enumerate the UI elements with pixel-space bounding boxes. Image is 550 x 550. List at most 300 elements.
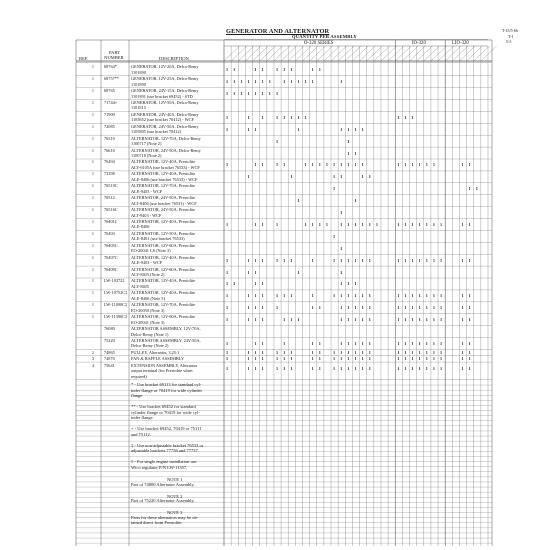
row-part-number: 68764*	[104, 64, 117, 70]
note-text-line: Part of 75220 Alternator Assembly.	[131, 498, 195, 504]
model-header-diagonal	[352, 46, 368, 61]
quantity-mark: 1	[283, 67, 286, 73]
quantity-mark: 1	[261, 162, 264, 168]
quantity-mark: 1	[347, 257, 350, 263]
quantity-mark: 1	[461, 305, 464, 311]
row-description-line: EO-20050 (Note 3)	[131, 307, 165, 313]
quantity-mark: 1	[404, 114, 407, 120]
column-header-description: DESCRIPTION	[159, 56, 189, 61]
quantity-mark: 1	[397, 356, 400, 362]
quantity-mark: 1	[225, 281, 229, 287]
row-ref-number: 1	[91, 314, 94, 320]
quantity-mark: 1	[311, 67, 314, 73]
quantity-mark: 1	[247, 79, 250, 85]
quantity-mark: 1	[418, 257, 421, 263]
row-ref-number: 2	[91, 349, 94, 355]
quantity-mark: 1	[318, 67, 321, 73]
quantity-mark: 1	[254, 281, 257, 287]
row-part-number: 76512	[104, 195, 115, 201]
column-header-ref: REF.	[79, 56, 89, 61]
row-description-line: Delco-Remy (Note 1)	[131, 331, 169, 337]
row-description-line: ALTERNATOR, 12V-40A, Prestolite	[131, 171, 196, 177]
quantity-mark: 1	[347, 138, 350, 144]
quantity-mark: 1	[311, 257, 314, 263]
quantity-mark: 1	[347, 349, 350, 355]
quantity-mark: 1	[233, 91, 236, 97]
quantity-mark: 1	[361, 174, 364, 180]
quantity-mark: 1	[290, 174, 293, 180]
quantity-mark: 1	[261, 365, 264, 371]
quantity-mark: 1	[290, 257, 293, 263]
row-description-line: PULLEY, Alternator, 3.25:1	[131, 349, 180, 355]
quantity-mark: 1	[468, 317, 471, 323]
quantity-mark: 1	[283, 293, 286, 299]
model-header-diagonal	[238, 46, 254, 61]
quantity-mark: 1	[361, 365, 364, 371]
model-header-diagonal	[310, 46, 326, 61]
quantity-mark: 1	[254, 349, 257, 355]
quantity-mark: 1	[404, 356, 407, 362]
quantity-mark: 1	[254, 67, 257, 73]
quantity-mark: 1	[368, 365, 371, 371]
quantity-mark: 1	[340, 245, 343, 251]
quantity-mark: 1	[318, 221, 321, 227]
quantity-mark: 1	[432, 340, 435, 346]
row-part-number: 76409C	[104, 266, 118, 272]
quantity-mark: 1	[411, 114, 414, 120]
quantity-mark: 1	[254, 269, 257, 275]
model-header-diagonal	[338, 46, 354, 61]
quantity-mark: 1	[418, 356, 421, 362]
row-description-line: ALTERNATOR, 12V-60A, Prestolite	[131, 314, 196, 320]
row-part-number: 76080	[104, 326, 115, 331]
quantity-mark: 1	[347, 365, 350, 371]
quantity-mark: 1	[340, 174, 343, 180]
quantity-mark: 1	[275, 221, 279, 227]
model-header-diagonal	[360, 46, 376, 61]
quantity-mark: 1	[333, 174, 336, 180]
quantity-mark: 1	[418, 293, 421, 299]
quantity-mark: 1	[261, 305, 264, 311]
row-part-number: 74865	[104, 349, 115, 355]
quantity-mark: 1	[318, 305, 321, 311]
quantity-mark: 1	[475, 186, 478, 192]
quantity-mark: 1	[440, 293, 443, 299]
quantity-mark: 1	[425, 305, 428, 311]
quantity-mark: 1	[340, 349, 343, 355]
quantity-mark: 1	[333, 257, 336, 263]
row-description-line: 1101815	[131, 105, 146, 111]
quantity-mark: 1	[283, 340, 286, 346]
quantity-mark: 1	[461, 356, 464, 362]
quantity-mark: 1	[247, 257, 250, 263]
row-part-number: 75641	[104, 362, 115, 368]
row-description-line: ALT-9403 - WCF	[131, 212, 162, 218]
quantity-mark: 1	[397, 317, 400, 323]
quantity-mark: 1	[404, 162, 407, 168]
model-header-diagonal	[388, 46, 404, 61]
quantity-mark: 1	[397, 162, 400, 168]
quantity-mark: 1	[225, 293, 229, 299]
quantity-mark: 1	[368, 174, 371, 180]
quantity-mark: 1	[340, 221, 343, 227]
quantity-mark: 1	[283, 365, 286, 371]
quantity-mark: 1	[425, 257, 428, 263]
quantity-mark: 1	[261, 356, 264, 362]
quantity-mark: 1	[261, 91, 264, 97]
quantity-mark: 1	[354, 150, 357, 156]
row-description-line: GENERATOR, 12V-50A, Delco-Remy	[131, 99, 199, 105]
model-header-diagonal	[474, 46, 490, 61]
model-header-diagonal	[281, 46, 297, 61]
quantity-mark: 1	[347, 305, 350, 311]
quantity-mark: 1	[283, 356, 286, 362]
quantity-mark: 1	[233, 67, 236, 73]
footnote-line: * - Use bracket 69113 for standard cyl-	[131, 381, 202, 387]
row-description-line: ALT-8406 (use bracket 76533) - WCF	[131, 200, 197, 206]
model-header-diagonal	[224, 46, 240, 61]
row-ref-number: 1	[91, 147, 94, 153]
quantity-mark: 1	[354, 126, 357, 132]
quantity-mark: 1	[340, 126, 343, 132]
quantity-mark: 1	[440, 257, 443, 263]
model-header-diagonal	[295, 46, 311, 61]
quantity-mark: 1	[254, 317, 257, 323]
quantity-mark: 1	[354, 340, 357, 346]
row-description-line: ALTERNATOR, 12V-40A, Prestolite	[131, 290, 196, 296]
quantity-mark: 1	[425, 221, 428, 227]
quantity-mark: 1	[361, 257, 364, 263]
row-ref-number: 1	[91, 76, 94, 82]
model-header-diagonal	[467, 46, 483, 61]
quantity-mark: 1	[404, 340, 407, 346]
quantity-mark: 1	[311, 79, 314, 85]
quantity-mark: 1	[340, 79, 343, 85]
model-header-diagonal	[324, 46, 340, 61]
quantity-mark: 1	[261, 221, 264, 227]
row-part-number: 76610	[104, 147, 115, 153]
quantity-mark: 1	[225, 67, 229, 73]
quantity-mark: 1	[411, 356, 414, 362]
row-part-number: 68757**	[104, 76, 120, 82]
quantity-mark: 1	[311, 293, 314, 299]
quantity-mark: 1	[304, 79, 307, 85]
quantity-mark: 1	[397, 221, 400, 227]
quantity-mark: 1	[411, 349, 414, 355]
quantity-mark: 1	[333, 365, 336, 371]
quantity-mark: 1	[461, 221, 464, 227]
model-header-diagonal	[260, 46, 276, 61]
quantity-mark: 1	[404, 257, 407, 263]
quantity-mark: 1	[340, 356, 343, 362]
quantity-mark: 1	[432, 349, 435, 355]
quantity-mark: 1	[333, 349, 336, 355]
note-title: NOTE 2	[167, 493, 183, 499]
quantity-mark: 1	[347, 293, 350, 299]
quantity-mark: 1	[418, 349, 421, 355]
quantity-mark: 1	[290, 79, 293, 85]
quantity-mark: 1	[397, 340, 400, 346]
quantity-mark: 1	[254, 365, 257, 371]
quantity-mark: 1	[347, 150, 350, 156]
row-part-number: 72085	[104, 123, 115, 129]
quantity-mark: 1	[361, 340, 364, 346]
row-part-number: 74870	[104, 356, 115, 362]
quantity-mark: 1	[404, 365, 407, 371]
quantity-mark: 1	[275, 356, 279, 362]
row-description-line: GENERATOR, 24V-50A, Delco-Remy	[131, 123, 199, 129]
quantity-mark: 1	[247, 91, 250, 97]
quantity-mark: 1	[354, 162, 357, 168]
row-description-line: ALE-9403 - WCF	[131, 260, 163, 266]
row-ref-number: 1	[91, 159, 94, 165]
page-number: 5-3	[506, 39, 512, 44]
quantity-mark: 1	[425, 340, 428, 346]
quantity-mark: 1	[418, 162, 421, 168]
quantity-mark: 1	[461, 349, 464, 355]
model-header-diagonal	[431, 46, 447, 61]
row-description-line: ALTERNATOR, 12V-60A, Prestolite	[131, 266, 196, 272]
row-description-line: ALTERNATOR, 12V-60A, Prestolite	[131, 242, 196, 248]
quantity-mark: 1	[247, 269, 250, 275]
quantity-mark: 1	[254, 356, 257, 362]
quantity-mark: 1	[461, 365, 464, 371]
row-part-number: 76405C	[104, 242, 118, 248]
footnote-line: ** - Use bracket 69452 for standard	[131, 404, 196, 410]
quantity-mark: 1	[333, 162, 336, 168]
row-ref-number: 1	[91, 207, 94, 212]
note-text-line: Part of 74800 Alternator Assembly.	[131, 481, 195, 487]
quantity-mark: 1	[425, 317, 428, 323]
quantity-mark: 1	[318, 365, 321, 371]
quantity-mark: 1	[225, 305, 229, 311]
row-description-line: ALTERNATOR, 12V-70A, Delco-Remy	[131, 135, 201, 141]
quantity-mark: 1	[368, 293, 371, 299]
quantity-mark: 1	[468, 340, 471, 346]
quantity-mark: 1	[261, 293, 264, 299]
row-part-number: LW-10372‡	[104, 278, 125, 284]
quantity-mark: 1	[275, 305, 279, 311]
quantity-mark: 1	[461, 257, 464, 263]
row-description-line: FAN & BAFFLE ASSEMBLY	[131, 356, 185, 362]
quantity-mark: 1	[254, 257, 257, 263]
quantity-mark: 1	[432, 317, 435, 323]
quantity-mark: 1	[283, 114, 286, 120]
quantity-mark: 1	[261, 114, 264, 120]
row-ref-number: 1	[91, 64, 94, 70]
quantity-mark: 1	[225, 126, 229, 132]
note-title: NOTE 1	[167, 477, 183, 483]
model-header-diagonal	[424, 46, 440, 61]
quantity-mark: 1	[225, 221, 229, 227]
row-description-line: GENERATOR, 12V-20A, Delco-Remy	[131, 64, 199, 70]
quantity-mark: 1	[404, 293, 407, 299]
quantity-mark: 1	[340, 293, 343, 299]
model-header-diagonal	[317, 46, 333, 61]
quantity-mark: 1	[361, 356, 364, 362]
footnote-line: ¢ - For single engine installation use	[131, 459, 197, 465]
row-description-line: ALTERNATOR, 24V-50A, Prestolite	[131, 195, 196, 201]
row-ref-number: 1	[91, 195, 94, 201]
quantity-mark: 1	[340, 162, 343, 168]
quantity-mark: 1	[368, 340, 371, 346]
quantity-mark: 1	[254, 305, 257, 311]
row-description-line: ALTERNATOR, 12V-40A, Prestolite	[131, 159, 196, 165]
page-title: GENERATOR AND ALTERNATOR	[226, 28, 330, 35]
quantity-mark: 1	[261, 317, 264, 323]
model-header-diagonal	[331, 46, 347, 61]
quantity-mark: 1	[404, 317, 407, 323]
quantity-mark: 1	[311, 356, 314, 362]
quantity-mark: 1	[283, 79, 286, 85]
quantity-mark: 1	[425, 162, 428, 168]
quantity-mark: 1	[361, 293, 364, 299]
quantity-per-assembly-label: QUANTITY PER ASSEMBLY	[292, 33, 357, 39]
quantity-mark: 1	[347, 356, 350, 362]
quantity-mark: 1	[254, 91, 257, 97]
quantity-mark: 1	[432, 162, 435, 168]
quantity-mark: 1	[425, 293, 428, 299]
row-description-line: 1101890	[131, 81, 146, 87]
quantity-mark: 1	[432, 365, 435, 371]
quantity-mark: 1	[225, 257, 229, 263]
quantity-mark: 1	[347, 281, 350, 287]
quantity-mark: 1	[318, 349, 321, 355]
quantity-mark: 1	[275, 114, 279, 120]
row-ref-number: 1	[91, 254, 94, 260]
quantity-mark: 1	[368, 317, 371, 323]
footnote-line: flange.	[131, 393, 144, 399]
model-header-diagonal	[367, 46, 383, 61]
quantity-mark: 1	[261, 349, 264, 355]
series-lio320-label: LIO-320	[452, 40, 469, 46]
row-description-line: ALTERNATOR, 12V-70A, Prestolite	[131, 302, 196, 308]
quantity-mark: 1	[425, 356, 428, 362]
quantity-mark: 1	[354, 305, 357, 311]
row-description-line: 1100717 (Note 2)	[131, 141, 162, 147]
note-text-line: tained direct from Prestolite.	[131, 520, 183, 526]
quantity-mark: 1	[254, 340, 257, 346]
quantity-mark: 1	[440, 349, 443, 355]
row-part-number: 68765	[104, 88, 115, 93]
quantity-mark: 1	[297, 269, 300, 275]
quantity-mark: 1	[397, 114, 400, 120]
quantity-mark: 1	[290, 356, 293, 362]
row-ref-number: 1	[91, 183, 94, 189]
quantity-mark: 1	[283, 257, 286, 263]
quantity-mark: 1	[275, 365, 279, 371]
footnote-line: + - Use bracket 69452, 70419 or 75111	[131, 426, 202, 432]
row-description-line: ALTERNATOR, 24V-50A, Delco-Remy	[131, 147, 201, 153]
row-description-line: ALTERNATOR, 24V-50A, Prestolite	[131, 207, 196, 212]
footnote-line: inder flange.	[131, 415, 154, 421]
row-description-line: 1101891 (use bracket 69452) - STD	[131, 93, 193, 99]
row-description-line: ALTERNATOR, 12V-40A, Prestolite	[131, 218, 196, 224]
quantity-mark: 1	[440, 356, 443, 362]
quantity-mark: 1	[354, 281, 357, 287]
footnote-line: ‡ - Use non-adjustable bracket 76533 or	[131, 442, 204, 448]
quantity-mark: 1	[468, 365, 471, 371]
quantity-mark: 1	[325, 162, 328, 168]
quantity-mark: 1	[411, 340, 414, 346]
row-description-line: ALTERNATOR ASSEMBLY, 12V-70A,	[131, 326, 201, 331]
quantity-mark: 1	[333, 186, 336, 192]
quantity-mark: 1	[404, 221, 407, 227]
row-description-line: ALE-8406 (use bracket 76533) - WCF	[131, 176, 198, 182]
row-part-number: 76407C	[104, 254, 118, 260]
quantity-mark: 1	[340, 340, 343, 346]
quantity-mark: 1	[411, 293, 414, 299]
quantity-mark: 1	[397, 349, 400, 355]
quantity-mark: 1	[411, 221, 414, 227]
quantity-mark: 1	[261, 281, 264, 287]
quantity-mark: 1	[297, 198, 300, 204]
quantity-mark: 1	[397, 257, 400, 263]
quantity-mark: 1	[354, 365, 357, 371]
quantity-mark: 1	[361, 162, 364, 168]
row-part-number: 76516C	[104, 207, 118, 212]
row-description-line: EXTENSION ASSEMBLY, Alternator	[131, 362, 198, 368]
row-description-line: GENERATOR, 24V-15A, Delco-Remy	[131, 88, 199, 93]
quantity-mark: 1	[432, 356, 435, 362]
quantity-mark: 1	[225, 356, 229, 362]
quantity-mark: 1	[432, 257, 435, 263]
page-revision: T-15/5-66	[502, 28, 518, 33]
model-header-diagonal	[402, 46, 418, 61]
quantity-mark: 1	[361, 349, 364, 355]
quantity-mark: 1	[468, 356, 471, 362]
quantity-mark: 1	[275, 257, 279, 263]
quantity-mark: 1	[340, 281, 343, 287]
quantity-mark: 1	[290, 293, 293, 299]
quantity-mark: 1	[368, 257, 371, 263]
quantity-mark: 1	[225, 317, 229, 323]
model-header-diagonal	[410, 46, 426, 61]
quantity-mark: 1	[297, 114, 300, 120]
quantity-mark: 1	[368, 221, 371, 227]
quantity-mark: 1	[347, 221, 350, 227]
quantity-mark: 1	[432, 293, 435, 299]
row-part-number: 75220	[104, 337, 115, 343]
quantity-mark: 1	[297, 126, 300, 132]
series-o320-label: O-320 SERIES	[304, 40, 334, 46]
row-description-line: GENERATOR, 12V-25A, Delco-Remy	[131, 76, 199, 82]
model-header-diagonal	[381, 46, 397, 61]
quantity-mark: 1	[325, 221, 328, 227]
quantity-mark: 1	[225, 91, 229, 97]
quantity-mark: 1	[340, 257, 343, 263]
quantity-mark: 1	[311, 365, 314, 371]
model-header-diagonal	[302, 46, 318, 61]
quantity-mark: 1	[283, 317, 286, 323]
quantity-mark: 1	[254, 293, 257, 299]
model-header-diagonal	[481, 46, 497, 61]
quantity-mark: 1	[240, 79, 243, 85]
quantity-mark: 1	[461, 162, 464, 168]
row-ref-number: 1	[91, 266, 94, 272]
quantity-mark: 1	[318, 356, 321, 362]
quantity-mark: 1	[275, 349, 279, 355]
note-title: NOTE 3	[167, 510, 183, 516]
quantity-mark: 1	[247, 305, 250, 311]
quantity-mark: 1	[247, 293, 250, 299]
quantity-mark: 1	[361, 305, 364, 311]
quantity-mark: 1	[340, 269, 343, 275]
row-ref-number: 4	[91, 362, 94, 368]
column-header-number: NUMBER	[104, 55, 124, 60]
quantity-mark: 1	[440, 305, 443, 311]
row-description-line: ALTERNATOR ASSEMBLY, 24V-50A,	[131, 337, 201, 343]
